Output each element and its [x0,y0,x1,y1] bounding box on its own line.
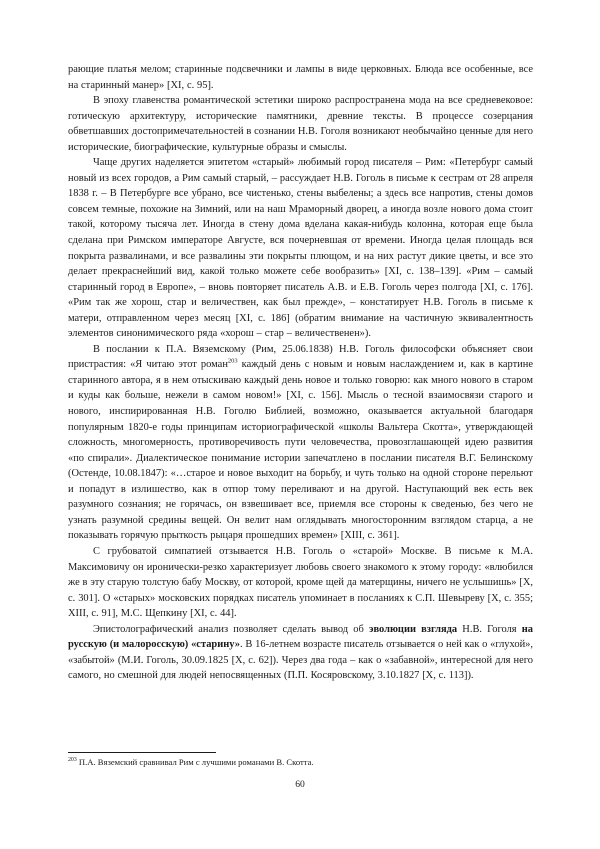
paragraph-continued-quote [68,62,533,93]
page-number: 60 [295,779,305,790]
text-run: рающие платья мелом; старинные подсвечники и лампы в виде церковных. Блюда все особенные, все на старинный манер» [XI, с. 95]. [68,64,533,91]
text-run: Н.В. Гоголя [457,623,522,635]
footnote-marker: 203 [68,757,77,764]
paragraph-epistolographic-analysis [68,622,533,684]
text-run: . В 16-летнем возрасте писатель отзывается о ней как о «глухой», «забытой» (М.И. Гоголь, 30.09.1825 [X, с. 62]). Через два года – как о «забавной», интересной для него самого, но смешной для людей непосвященных (П.П. Косяровскому, 3.10.1827 [X, с. 113]). [68,639,533,682]
paragraph-rome-old-epithet [68,155,533,342]
body-text-column [68,62,533,684]
emphasis-bold: на русскую (и малоросскую) «старину» [68,623,533,651]
footnote-separator-rule [68,752,216,753]
text-run: Чаще других наделяется эпитетом «старый» любимый город писателя – Рим: «Петербург самый новый из всех городов, а Рим самый старый, – рассуждает Н.В. Гоголь в письме к сестрам от 28 апреля 1838 г. – В Петербурге все убрано, все чистенько, стены выбелены; а здесь все напротив, стены домов совсем темные, похожие на Зимний, или на наш Мраморный дворец, а иногда возле нового дома стоит такой, которому тысяча лет. Иногда в стену дома вделана какая-нибудь колонна, которая еще была сделана при Римском императоре Августе, вся почерневшая от времени. Иногда целая площадь вся покрыта развалинами, и все развалины эти покрыты плющом, и на них растут дикие цветы, и все это делает прекраснейший вид, какой только можете себе вообразить» [XI, с. 138–139]. «Рим – самый старинный город в Европе», – вновь повторяет писатель А.В. и Е.В. Гоголь через полгода [XI, с. 176]. «Рим так же хорош, стар и величествен, как был прежде», – констатирует Н.В. Гоголь в письме к матери, отправленном через месяц [XI, с. 186] (обратим внимание на частичную эквивалентность элементов синонимического ряда «хорош – стар – величественен»). [68,157,533,340]
text-run: Эпистолографический анализ позволяет сделать вывод об [93,623,369,635]
paragraph-moscow-sympathy [68,544,533,622]
footnote-reference: 203 [227,357,238,365]
text-run: каждый день с новым и новым наслаждением и, как в картине старинного автора, я в нем отыскиваю каждый день новое и только говорю: как много нового в старом и куды как больше, нежели в самом новом!» [XI, с. 156]. Мысль о тесной взаимосвязи старого и нового, инспирированная Н.В. Гоголю Библией, возможно, оказывается актуальной благодаря популярным 1820-е годы принципам историографической «школы Вальтера Скотта», утверждающей сложность, многомерность, противоречивость пути человечества, провозглашающей идею развития «по спирали». Диалектическое понимание истории запечатлено в послании писателя В.Г. Белинскому (Остенде, 10.08.1847): «…старое и новое выходит на борьбу, и чуть только на одной стороне перельют и попадут в излишество, как в отпор тому переливают и на другой. Наступающий век есть век разумного сознания; не горячась, он взвешивает все, приемля все стороны к сведенью, без чего не узнать разумной средины вещей. Он велит нам оглядывать многосторонним взглядом старца, а не показывать горячую прыткость рыцаря прошедших времен» [XIII, с. 361]. [68,359,533,542]
paragraph-romantic-aesthetics [68,93,533,155]
footnote-area [68,752,533,768]
footnote-body-text: П.А. Вяземский сравнивал Рим с лучшими романами В. Скотта. [76,757,314,767]
text-run: В эпоху главенства романтической эстетики широко распространена мода на все средневековое: готическую архитектуру, исторические памятники, древние тексты. В процессе созерцания обветшавших достопримечательностей в сознании Н.В. Гоголя возникают необычайно ценные для него исторические, биографические, культурные образы и смыслы. [68,95,533,153]
text-run: С грубоватой симпатией отзывается Н.В. Гоголь о «старой» Москве. В письме к М.А. Максимовичу он иронически-резко характеризует любовь своего знакомого к этому городу: «влюбился же в эту старую толстую бабу Москву, от которой, кроме щей да матерщины, ничего не услышишь» [X, с. 301]. О «старых» московских порядках писатель упоминает в посланиях к С.П. Шевыреву [X, с. 355; XIII, с. 91], М.С. Щепкину [XI, с. 44]. [68,545,533,620]
footnote-entry [68,757,533,768]
paragraph-vyazemsky-letter [68,342,533,544]
emphasis-bold: эволюции взгляда [368,623,458,635]
text-run: В послании к П.А. Вяземскому (Рим, 25.06.1838) Н.В. Гоголь философски объясняет свои пристрастия: «Я читаю этот роман [68,343,533,371]
